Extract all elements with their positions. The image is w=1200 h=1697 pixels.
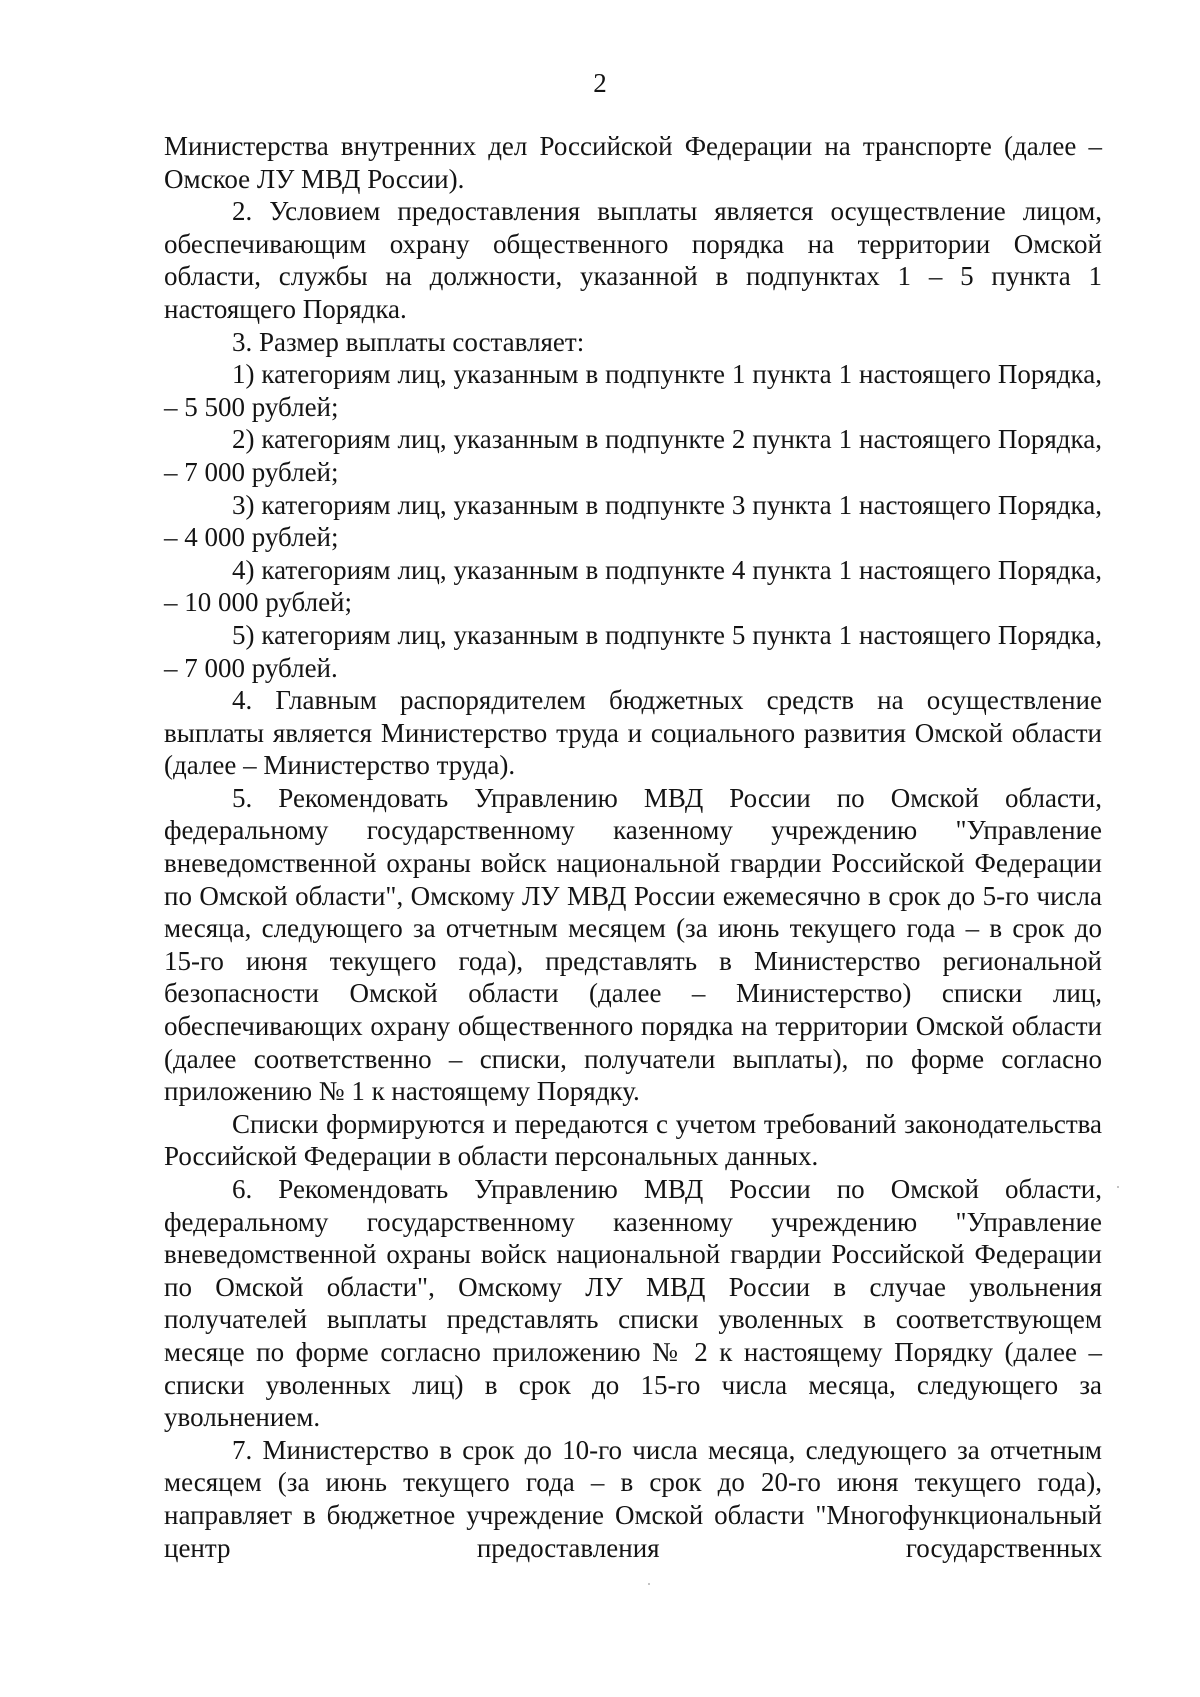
paragraph-item-7: 7. Министерство в срок до 10-го числа месяца, следующего за отчетным месяцем (за июнь текущего года – в срок до 20-го июня текущего года), направляет в бюджетное учреждение Омской области "Многофункциональный центр предоставления государственных	[164, 1434, 1102, 1563]
scan-artifact-dot	[1117, 1186, 1119, 1188]
paragraph-item-3-1: 1) категориям лиц, указанным в подпункте 1 пункта 1 настоящего Порядка, – 5 500 рублей;	[164, 359, 1102, 422]
page-number: 2	[593, 68, 607, 98]
paragraph-intro-continuation: Министерства внутренних дел Российской Федерации на транспорте (далее – Омское ЛУ МВД России).	[164, 131, 1102, 194]
paragraph-item-3-5: 5) категориям лиц, указанным в подпункте 5 пункта 1 настоящего Порядка, – 7 000 рублей.	[164, 619, 1102, 683]
paragraph-item-4: 4. Главным распорядителем бюджетных средств на осуществление выплаты является Министерство труда и социального развития Омской области (далее – Министерство труда).	[164, 685, 1102, 781]
paragraph-item-3-3: 3) категориям лиц, указанным в подпункте 3 пункта 1 настоящего Порядка, – 4 000 рублей;	[164, 489, 1102, 553]
paragraph-item-3: 3. Размер выплаты составляет:	[232, 326, 585, 357]
paragraph-item-5-lists: Списки формируются и передаются с учетом требований законодательства Российской Федерации в области персональных данных.	[164, 1108, 1102, 1172]
paragraph-item-3-4: 4) категориям лиц, указанным в подпункте 4 пункта 1 настоящего Порядка, – 10 000 рублей;	[164, 554, 1102, 618]
scan-artifact-dot	[648, 1583, 650, 1585]
paragraph-item-3-2: 2) категориям лиц, указанным в подпункте 2 пункта 1 настоящего Порядка, – 7 000 рублей;	[164, 424, 1102, 487]
paragraph-item-5: 5. Рекомендовать Управлению МВД России по Омской области, федеральному государственному казенному учреждению "Управление вневедомственной охраны войск национальной гвардии Российской Федерации по Омской области", Омскому ЛУ МВД России ежемесячно в срок до 5-го числа месяца, следующего за отчетным месяцем (за июнь текущего года – в срок до 15-го июня текущего года), представлять в Министерство региональной безопасности Омской области (далее – Министерство) списки лиц, обеспечивающих охрану общественного порядка на территории Омской области (далее соответственно – списки, получатели выплаты), по форме согласно приложению № 1 к настоящему Порядку.	[164, 782, 1102, 1107]
document-body	[164, 130, 1102, 1564]
paragraph-item-6: 6. Рекомендовать Управлению МВД России по Омской области, федеральному государственному казенному учреждению "Управление вневедомственной охраны войск национальной гвардии Российской Федерации по Омской области", Омскому ЛУ МВД России в случае увольнения получателей выплаты представлять списки уволенных в соответствующем месяце по форме согласно приложению № 2 к настоящему Порядку (далее – списки уволенных лиц) в срок до 15-го числа месяца, следующего за увольнением.	[164, 1174, 1102, 1433]
paragraph-item-2: 2. Условием предоставления выплаты является осуществление лицом, обеспечивающим охрану общественного порядка на территории Омской области, службы на должности, указанной в подпунктах 1 – 5 пункта 1 настоящего Порядка.	[164, 196, 1102, 324]
